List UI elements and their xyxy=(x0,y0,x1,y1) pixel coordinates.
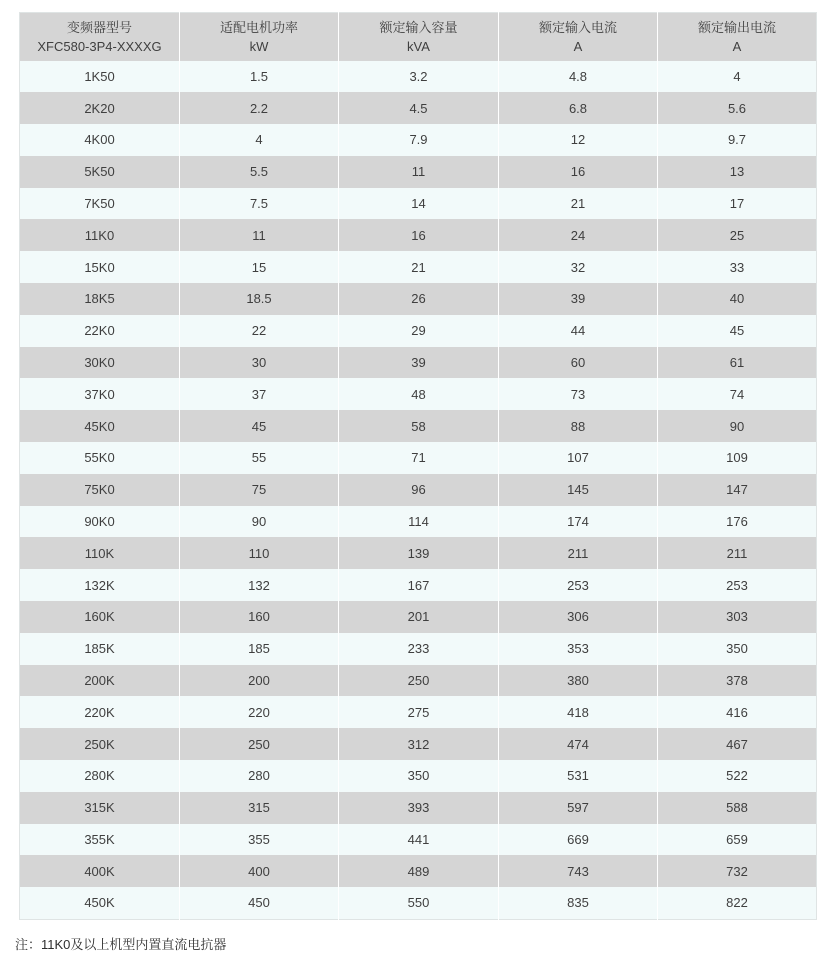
table-row xyxy=(20,633,817,665)
header-label: 变频器型号 xyxy=(66,19,132,35)
cell-input-capacity: 350 xyxy=(339,760,499,792)
cell-model: 132K xyxy=(20,569,180,601)
cell-input-capacity: 7.9 xyxy=(339,124,499,156)
cell-motor-power: 4 xyxy=(180,124,339,156)
cell-input-current: 32 xyxy=(499,251,658,283)
cell-input-current: 12 xyxy=(499,124,658,156)
table-row xyxy=(20,824,817,856)
cell-input-capacity: 71 xyxy=(339,442,499,474)
cell-input-current: 211 xyxy=(499,537,658,569)
cell-motor-power: 450 xyxy=(180,887,339,919)
cell-output-current: 17 xyxy=(729,196,745,212)
cell-output-current: 5.6 xyxy=(727,100,747,116)
cell-model: 4K00 xyxy=(20,124,180,156)
cell-output-current: 109 xyxy=(726,450,748,466)
table-row xyxy=(20,665,817,697)
cell-input-current: 380 xyxy=(499,665,658,697)
cell-input-capacity: 3.2 xyxy=(339,61,499,93)
table-row xyxy=(20,315,817,347)
table-header xyxy=(20,13,817,61)
table-row xyxy=(20,887,817,919)
cell-motor-power: 37 xyxy=(180,378,339,410)
table-row xyxy=(20,92,817,124)
cell-motor-power: 90 xyxy=(180,506,339,538)
cell-model: 355K xyxy=(20,824,180,856)
header-label: 额定输出电流 xyxy=(697,19,776,35)
cell-model: 160K xyxy=(20,601,180,633)
cell-input-current: 73 xyxy=(499,378,658,410)
table-row xyxy=(20,506,817,538)
cell-motor-power: 160 xyxy=(180,601,339,633)
cell-output-current: 45 xyxy=(729,323,745,339)
cell-input-current: 21 xyxy=(499,188,658,220)
cell-input-capacity: 489 xyxy=(339,855,499,887)
cell-output-current: 9.7 xyxy=(727,132,747,148)
cell-input-capacity: 21 xyxy=(339,251,499,283)
cell-motor-power: 185 xyxy=(180,633,339,665)
cell-output-current: 522 xyxy=(726,768,748,784)
cell-input-capacity: 201 xyxy=(339,601,499,633)
cell-model: 250K xyxy=(20,728,180,760)
table-row xyxy=(20,283,817,315)
cell-input-current: 418 xyxy=(499,696,658,728)
cell-model: 110K xyxy=(20,537,180,569)
cell-input-capacity: 48 xyxy=(339,378,499,410)
cell-input-capacity: 233 xyxy=(339,633,499,665)
cell-input-current: 474 xyxy=(499,728,658,760)
cell-input-current: 669 xyxy=(499,824,658,856)
header-label: 额定输入容量 xyxy=(379,19,458,35)
cell-input-current: 353 xyxy=(499,633,658,665)
cell-input-capacity: 16 xyxy=(339,219,499,251)
cell-model: 2K20 xyxy=(20,92,180,124)
cell-output-current: 416 xyxy=(726,704,748,720)
header-motor-power xyxy=(180,13,339,61)
table-row xyxy=(20,188,817,220)
cell-motor-power: 55 xyxy=(180,442,339,474)
table-row xyxy=(20,760,817,792)
cell-motor-power: 11 xyxy=(180,219,339,251)
cell-input-current: 145 xyxy=(499,474,658,506)
table-row xyxy=(20,601,817,633)
table-row xyxy=(20,569,817,601)
cell-input-capacity: 393 xyxy=(339,792,499,824)
cell-input-current: 107 xyxy=(499,442,658,474)
cell-input-capacity: 29 xyxy=(339,315,499,347)
header-unit: A xyxy=(573,38,583,54)
cell-output-current: 74 xyxy=(729,386,745,402)
cell-input-current: 44 xyxy=(499,315,658,347)
cell-model: 90K0 xyxy=(20,506,180,538)
cell-model: 75K0 xyxy=(20,474,180,506)
table-row xyxy=(20,61,817,93)
cell-model: 30K0 xyxy=(20,347,180,379)
header-row xyxy=(20,13,817,61)
cell-input-capacity: 96 xyxy=(339,474,499,506)
cell-output-current: 147 xyxy=(726,482,748,498)
cell-output-current: 378 xyxy=(726,673,748,689)
cell-model: 11K0 xyxy=(20,219,180,251)
cell-output-current: 25 xyxy=(729,227,745,243)
header-label: 适配电机功率 xyxy=(219,19,298,35)
table-row xyxy=(20,855,817,887)
cell-input-capacity: 250 xyxy=(339,665,499,697)
cell-motor-power: 220 xyxy=(180,696,339,728)
cell-model: 315K xyxy=(20,792,180,824)
cell-motor-power: 5.5 xyxy=(180,156,339,188)
cell-input-capacity: 312 xyxy=(339,728,499,760)
cell-model: 18K5 xyxy=(20,283,180,315)
header-unit: XFC580-3P4-XXXXG xyxy=(37,38,162,54)
cell-motor-power: 75 xyxy=(180,474,339,506)
cell-motor-power: 315 xyxy=(180,792,339,824)
cell-input-current: 88 xyxy=(499,410,658,442)
cell-input-current: 835 xyxy=(499,887,658,919)
table-row xyxy=(20,728,817,760)
table-row xyxy=(20,251,817,283)
table-row xyxy=(20,537,817,569)
cell-motor-power: 280 xyxy=(180,760,339,792)
cell-output-current: 350 xyxy=(726,641,748,657)
cell-model: 1K50 xyxy=(20,61,180,93)
cell-model: 185K xyxy=(20,633,180,665)
spec-table xyxy=(19,12,817,920)
table-row xyxy=(20,442,817,474)
cell-model: 22K0 xyxy=(20,315,180,347)
table-row xyxy=(20,156,817,188)
cell-model: 45K0 xyxy=(20,410,180,442)
cell-input-capacity: 441 xyxy=(339,824,499,856)
cell-motor-power: 1.5 xyxy=(180,61,339,93)
cell-output-current: 732 xyxy=(726,863,748,879)
cell-motor-power: 355 xyxy=(180,824,339,856)
cell-motor-power: 30 xyxy=(180,347,339,379)
cell-motor-power: 250 xyxy=(180,728,339,760)
table-row xyxy=(20,474,817,506)
table-row xyxy=(20,124,817,156)
cell-output-current: 253 xyxy=(726,577,748,593)
cell-input-capacity: 58 xyxy=(339,410,499,442)
cell-model: 450K xyxy=(20,887,180,919)
cell-input-capacity: 139 xyxy=(339,537,499,569)
table-row xyxy=(20,696,817,728)
cell-input-capacity: 550 xyxy=(339,887,499,919)
header-model xyxy=(20,13,180,61)
cell-output-current: 822 xyxy=(726,895,748,911)
cell-motor-power: 110 xyxy=(180,537,339,569)
cell-model: 280K xyxy=(20,760,180,792)
cell-model: 15K0 xyxy=(20,251,180,283)
cell-motor-power: 15 xyxy=(180,251,339,283)
cell-input-current: 39 xyxy=(499,283,658,315)
cell-motor-power: 22 xyxy=(180,315,339,347)
cell-output-current: 588 xyxy=(726,800,748,816)
cell-input-current: 24 xyxy=(499,219,658,251)
cell-input-current: 306 xyxy=(499,601,658,633)
table-row xyxy=(20,347,817,379)
cell-input-current: 16 xyxy=(499,156,658,188)
cell-input-capacity: 11 xyxy=(339,156,499,188)
cell-model: 400K xyxy=(20,855,180,887)
cell-output-current: 659 xyxy=(726,832,748,848)
cell-output-current: 90 xyxy=(729,418,745,434)
cell-output-current: 61 xyxy=(729,355,745,371)
cell-motor-power: 7.5 xyxy=(180,188,339,220)
cell-input-capacity: 167 xyxy=(339,569,499,601)
header-output-current xyxy=(658,13,817,61)
table-row xyxy=(20,219,817,251)
header-input-capacity xyxy=(339,13,499,61)
cell-model: 37K0 xyxy=(20,378,180,410)
cell-input-capacity: 39 xyxy=(339,347,499,379)
cell-motor-power: 18.5 xyxy=(180,283,339,315)
cell-input-current: 4.8 xyxy=(499,61,658,93)
cell-model: 5K50 xyxy=(20,156,180,188)
header-input-current xyxy=(499,13,658,61)
cell-motor-power: 200 xyxy=(180,665,339,697)
header-label: 额定输入电流 xyxy=(538,19,617,35)
cell-input-current: 597 xyxy=(499,792,658,824)
header-unit: kW xyxy=(249,38,269,54)
footnote: 注：11K0及以上机型内置直流电抗器 xyxy=(15,937,227,952)
table-row xyxy=(20,792,817,824)
cell-model: 7K50 xyxy=(20,188,180,220)
cell-output-current: 13 xyxy=(729,164,745,180)
header-unit: kVA xyxy=(407,38,430,54)
cell-model: 200K xyxy=(20,665,180,697)
cell-input-capacity: 14 xyxy=(339,188,499,220)
cell-output-current: 211 xyxy=(726,545,748,561)
cell-motor-power: 45 xyxy=(180,410,339,442)
cell-model: 220K xyxy=(20,696,180,728)
cell-output-current: 176 xyxy=(726,514,748,530)
header-unit: A xyxy=(732,38,742,54)
cell-output-current: 40 xyxy=(729,291,745,307)
cell-input-capacity: 26 xyxy=(339,283,499,315)
cell-input-current: 6.8 xyxy=(499,92,658,124)
cell-output-current: 33 xyxy=(729,259,745,275)
cell-input-current: 531 xyxy=(499,760,658,792)
cell-output-current: 467 xyxy=(726,736,748,752)
cell-input-current: 60 xyxy=(499,347,658,379)
cell-output-current: 4 xyxy=(733,68,741,84)
cell-model: 55K0 xyxy=(20,442,180,474)
cell-input-current: 743 xyxy=(499,855,658,887)
cell-input-capacity: 4.5 xyxy=(339,92,499,124)
table-body xyxy=(20,61,817,920)
cell-motor-power: 2.2 xyxy=(180,92,339,124)
cell-input-capacity: 114 xyxy=(339,506,499,538)
cell-input-capacity: 275 xyxy=(339,696,499,728)
cell-motor-power: 400 xyxy=(180,855,339,887)
table-row xyxy=(20,378,817,410)
cell-motor-power: 132 xyxy=(180,569,339,601)
cell-input-current: 253 xyxy=(499,569,658,601)
cell-input-current: 174 xyxy=(499,506,658,538)
table-row xyxy=(20,410,817,442)
cell-output-current: 303 xyxy=(726,609,748,625)
